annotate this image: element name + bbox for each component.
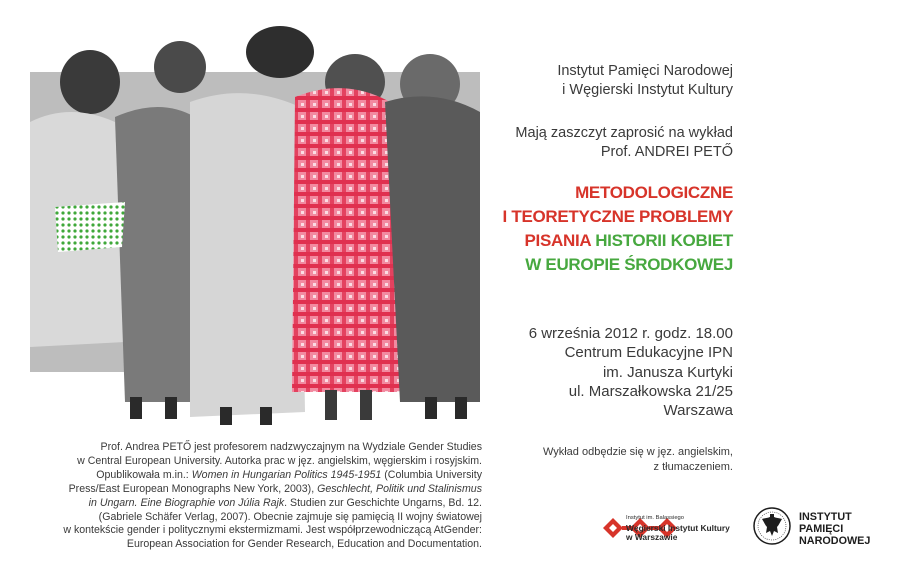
language-note — [543, 445, 733, 475]
title-line-1: METODOLOGICZNE — [575, 183, 733, 202]
bio-text: (Columbia University — [384, 468, 482, 481]
event-details — [529, 324, 733, 420]
lecture-title — [503, 181, 733, 277]
bio-text: Press/East European Monographs New York, 2003), — [68, 482, 315, 495]
wik-line-1: Węgierski Instytut Kultury — [626, 522, 730, 533]
eagle-emblem-icon — [752, 506, 792, 546]
organizer-ipn: Instytut Pamięci Narodowej — [557, 63, 733, 79]
event-venue: Centrum Edukacyjne IPN — [564, 344, 733, 362]
women-crowd-illustration — [30, 12, 480, 427]
bio-text: Opublikowała m.in.: — [96, 468, 189, 481]
title-line-3a: PISANIA — [524, 231, 591, 250]
organizer-wik: i Węgierski Instytut Kultury — [562, 82, 733, 98]
title-line-3 — [503, 229, 733, 253]
event-datetime: 6 września 2012 r. godz. 18.00 — [528, 325, 733, 342]
bio-line: Prof. Andrea PETŐ jest profesorem nadzwyczajnym na Wydziale Gender Studies — [100, 441, 482, 453]
ipn-line-2: PAMIĘCI — [799, 523, 844, 536]
invitation — [515, 124, 733, 162]
ipn-logo-text — [799, 511, 870, 548]
lecturer-bio — [30, 441, 482, 552]
title-line-4: W EUROPIE ŚRODKOWEJ — [525, 255, 733, 274]
bio-line: w Central European University. Autorka prac w jęz. angielskim, węgierskim i rosyjskim. — [77, 454, 482, 467]
event-address: ul. Marszałkowska 21/25 — [568, 382, 733, 400]
bio-book-title: in Ungarn. Eine Biographie von Júlia Rajk — [88, 496, 285, 509]
event-venue-patron: im. Janusza Kurtyki — [602, 363, 733, 381]
cover-photo — [30, 12, 480, 427]
bio-line: (Gabriele Schäfer Verlag, 2007). Obecnie zajmuje się pamięcią II wojny światowej — [98, 510, 482, 523]
bio-text: . Studien zur Geschichte Ungarns, Bd. 12. — [284, 496, 482, 509]
language-note-line-1: Wykład odbędzie się w jęz. angielskim, — [542, 446, 733, 458]
event-city: Warszawa — [663, 402, 733, 420]
title-line-3b: HISTORII KOBIET — [595, 231, 733, 250]
bio-line: European Association for Gender Research, Education and Documentation. — [126, 538, 482, 551]
title-line-2: I TEORETYCZNE PROBLEMY — [502, 207, 733, 226]
bio-line: w kontekście gender i politycznymi ekstermizmami. Jest współprzewodniczącą AtGender: — [63, 524, 482, 537]
bio-line — [30, 469, 482, 483]
organizers — [557, 62, 733, 100]
bio-line — [30, 483, 482, 497]
lecturer-name: Prof. ANDREI PETŐ — [600, 144, 733, 160]
wik-logo-text — [626, 514, 730, 543]
bio-line — [30, 497, 482, 511]
ipn-line-3: NARODOWEJ — [799, 535, 871, 548]
wik-line-2: w Warszawie — [626, 532, 678, 542]
ipn-line-1: INSTYTUT — [799, 511, 852, 523]
language-note-line-2: z tłumaczeniem. — [653, 461, 733, 473]
invitation-text: Mają zaszczyt zaprosić na wykład — [515, 125, 733, 141]
wik-small: Instytut im. Balassiego — [626, 515, 684, 521]
bio-book-title: Women in Hungarian Politics 1945-1951 — [191, 468, 382, 481]
bio-book-title: Geschlecht, Politik und Stalinismus — [317, 482, 482, 495]
